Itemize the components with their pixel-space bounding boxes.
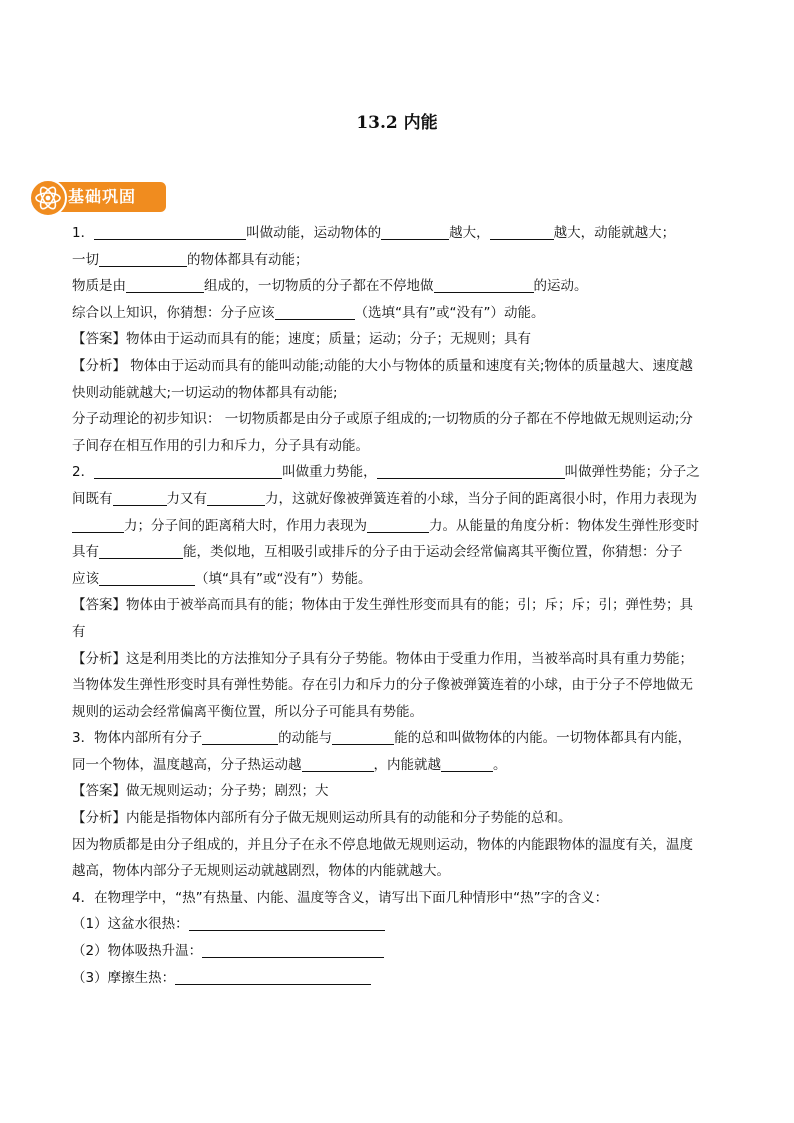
q1-analysis-line: 子间存在相互作用的引力和斥力，分子具有动能。 bbox=[72, 437, 369, 454]
answer-blank[interactable] bbox=[72, 516, 124, 533]
answer-blank[interactable] bbox=[441, 755, 493, 772]
q2-analysis-line: 规则的运动会经常偏离平衡位置，所以分子可能具有势能。 bbox=[72, 703, 423, 720]
answer-blank[interactable] bbox=[189, 914, 385, 931]
answer-blank[interactable] bbox=[381, 223, 449, 240]
q2-answer: 【答案】物体由于被举高而具有的能；物体由于发生弹性形变而具有的能；引；斥；斥；引；弹性势；具 bbox=[72, 597, 693, 614]
q2-line-5: 应该 （填“具有”或“没有”）势能。 bbox=[72, 570, 372, 587]
answer-blank[interactable] bbox=[367, 516, 429, 533]
q2-line-3: 力；分子间的距离稍大时，作用力表现为 力。从能量的角度分析：物体发生弹性形变时 bbox=[72, 513, 722, 540]
q1-analysis-line: 快则动能就越大;一切运动的物体都具有动能; bbox=[72, 384, 338, 401]
q2-analysis-line: 【分析】这是利用类比的方法推知分子具有分子势能。物体由于受重力作用，当被举高时具有重力势能； bbox=[72, 650, 693, 667]
answer-blank[interactable] bbox=[99, 569, 195, 586]
answer-blank[interactable] bbox=[126, 276, 204, 293]
answer-blank[interactable] bbox=[302, 755, 374, 772]
answer-blank[interactable] bbox=[434, 276, 534, 293]
document-body bbox=[72, 220, 722, 991]
answer-blank[interactable] bbox=[202, 941, 384, 958]
q4-item-1: （1）这盆水很热： bbox=[72, 911, 722, 938]
section-banner bbox=[28, 178, 168, 218]
answer-blank[interactable] bbox=[94, 223, 246, 240]
q4-item-2: （2）物体吸热升温： bbox=[72, 938, 722, 965]
q1-line-4: 综合以上知识，你猜想：分子应该 （选填“具有”或“没有”）动能。 bbox=[72, 304, 545, 321]
section-label: 基础巩固 bbox=[68, 187, 137, 206]
q2-analysis-line: 当物体发生弹性形变时具有弹性势能。存在引力和斥力的分子像被弹簧连着的小球，由于分子不停地做无 bbox=[72, 677, 693, 694]
answer-blank[interactable] bbox=[275, 303, 355, 320]
answer-blank[interactable] bbox=[99, 542, 183, 559]
answer-blank[interactable] bbox=[490, 223, 554, 240]
q2-line-4: 具有 能，类似地，互相吸引或排斥的分子由于运动会经常偏离其平衡位置，你猜想：分子 bbox=[72, 544, 683, 561]
q3-analysis-line: 越高，物体内部分子无规则运动就越剧烈，物体的内能就越大。 bbox=[72, 863, 450, 880]
q3-answer: 【答案】做无规则运动；分子势；剧烈；大 bbox=[72, 783, 329, 800]
q1-line-3: 物质是由 组成的，一切物质的分子都在不停地做 的运动。 bbox=[72, 278, 588, 295]
answer-blank[interactable] bbox=[202, 728, 278, 745]
atom-icon bbox=[28, 178, 68, 218]
page-title: 13.2 内能 bbox=[356, 113, 438, 133]
answer-blank[interactable] bbox=[332, 728, 394, 745]
q1-answer: 【答案】物体由于运动而具有的能；速度；质量；运动；分子；无规则；具有 bbox=[72, 331, 531, 348]
q3-analysis-line: 因为物质都是由分子组成的，并且分子在永不停息地做无规则运动，物体的内能跟物体的温度有关，温度 bbox=[72, 836, 693, 853]
q1-line-2: 一切 的物体都具有动能； bbox=[72, 251, 309, 268]
q2-line-2: 间既有 力又有 力，这就好像被弹簧连着的小球，当分子间的距离很小时，作用力表现为 bbox=[72, 490, 697, 507]
q1-analysis-line: 【分析】 物体由于运动而具有的能叫动能;动能的大小与物体的质量和速度有关;物体的质量越大、速度越 bbox=[72, 357, 693, 374]
answer-blank[interactable] bbox=[113, 489, 167, 506]
q3-analysis-line: 【分析】内能是指物体内部所有分子做无规则运动所具有的动能和分子势能的总和。 bbox=[72, 810, 572, 827]
answer-blank[interactable] bbox=[94, 462, 282, 479]
q2-line-1: 2． 叫做重力势能， 叫做弹性势能；分子之 bbox=[72, 464, 700, 481]
q1-analysis-line: 分子动理论的初步知识： 一切物质都是由分子或原子组成的;一切物质的分子都在不停地做无规则运动;分 bbox=[72, 411, 693, 428]
answer-blank[interactable] bbox=[207, 489, 265, 506]
answer-blank[interactable] bbox=[99, 250, 187, 267]
q2-answer-cont: 有 bbox=[72, 623, 86, 640]
q4-item-3: （3）摩擦生热： bbox=[72, 965, 722, 992]
q4-stem: 4．在物理学中，“热”有热量、内能、温度等含义，请写出下面几种情形中“热”字的含义： bbox=[72, 889, 609, 906]
q3-line-1: 3．物体内部所有分子 的动能与 能的总和叫做物体的内能。一切物体都具有内能， bbox=[72, 730, 692, 747]
answer-blank[interactable] bbox=[175, 968, 371, 985]
answer-blank[interactable] bbox=[377, 462, 565, 479]
q1-line-1: 1． 叫做动能，运动物体的 越大， 越大，动能就越大； bbox=[72, 225, 676, 241]
q3-line-2: 同一个物体，温度越高，分子热运动越 ，内能就越 。 bbox=[72, 756, 507, 773]
